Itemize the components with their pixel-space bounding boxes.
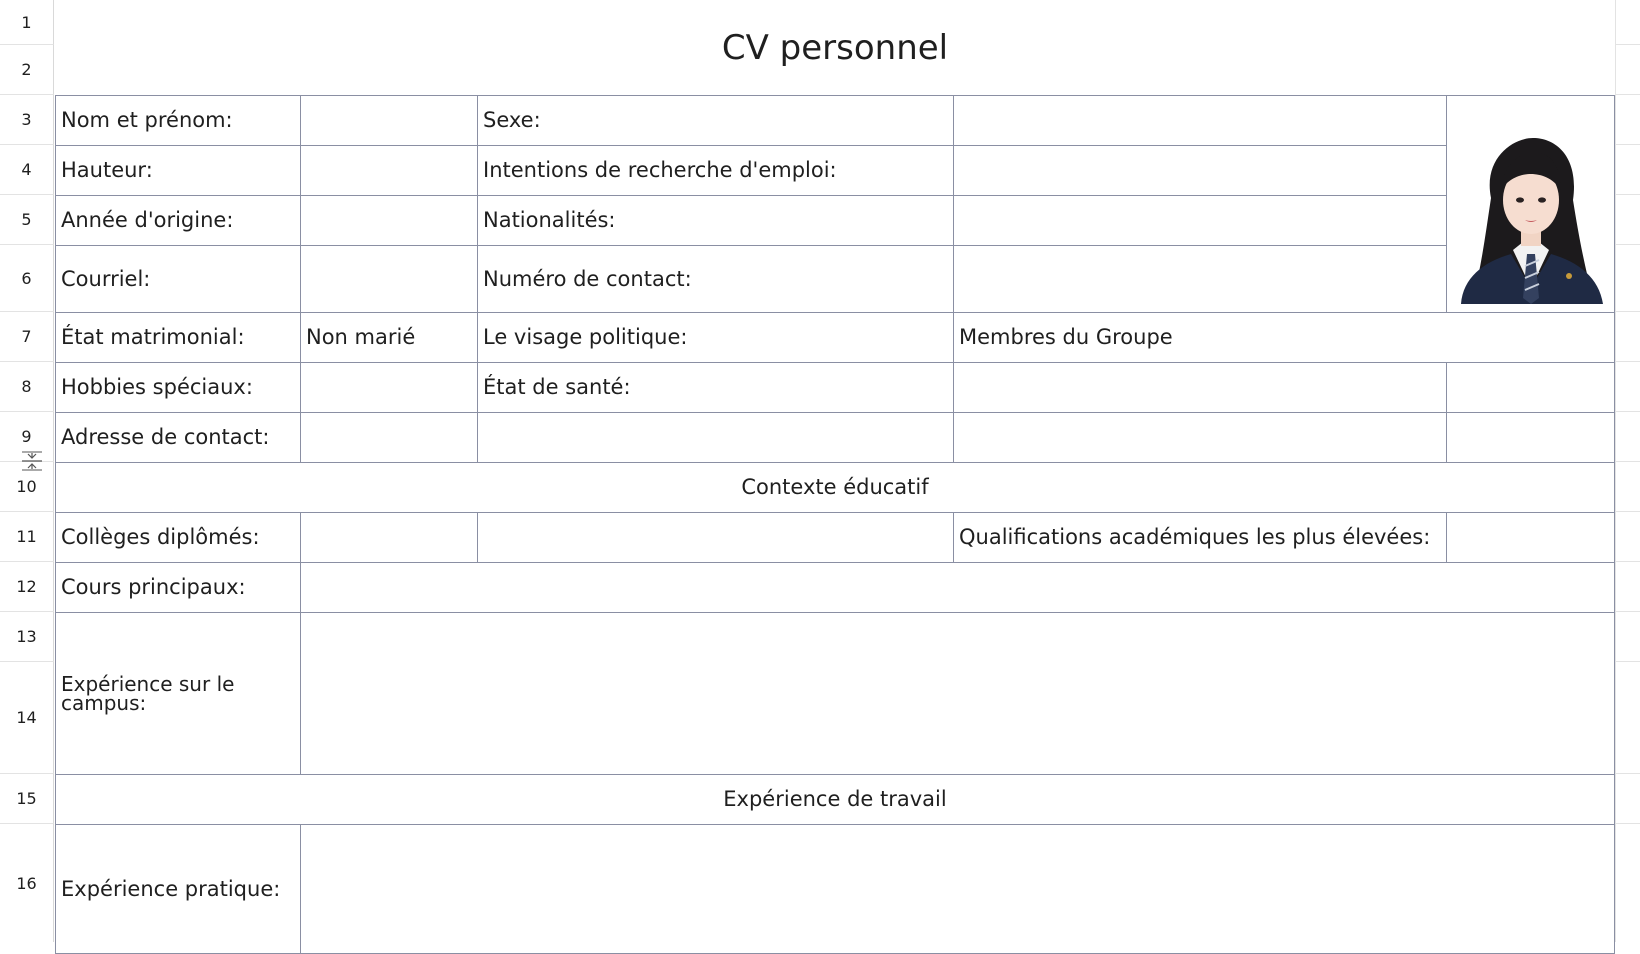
- label-cell[interactable]: Intentions de recherche d'emploi:: [477, 145, 954, 196]
- row-number[interactable]: 9: [0, 412, 54, 462]
- row-number[interactable]: 4: [0, 145, 54, 195]
- section-header[interactable]: Expérience de travail: [55, 774, 1615, 825]
- value-cell[interactable]: [300, 512, 478, 563]
- row-number[interactable]: 15: [0, 774, 54, 824]
- label-cell[interactable]: Nom et prénom:: [55, 95, 301, 146]
- value-cell[interactable]: [953, 245, 1447, 313]
- label-cell[interactable]: Hauteur:: [55, 145, 301, 196]
- value-cell[interactable]: [300, 145, 478, 196]
- value-cell[interactable]: [477, 512, 954, 563]
- row-number[interactable]: 2: [0, 45, 54, 95]
- gridline: [1615, 45, 1640, 95]
- sheet-title[interactable]: CV personnel: [721, 27, 949, 68]
- label-cell[interactable]: Cours principaux:: [55, 562, 301, 613]
- row-number[interactable]: 16: [0, 824, 54, 942]
- row-number[interactable]: 14: [0, 662, 54, 774]
- gridline: [1615, 95, 1640, 145]
- label-cell[interactable]: Courriel:: [55, 245, 301, 313]
- gridline: [1615, 562, 1640, 612]
- value-cell[interactable]: [1446, 512, 1615, 563]
- row-number[interactable]: 10: [0, 462, 54, 512]
- row-number[interactable]: 1: [0, 0, 54, 45]
- gridline: [1615, 462, 1640, 512]
- value-cell[interactable]: [953, 362, 1447, 413]
- value-cell[interactable]: [1446, 362, 1615, 413]
- row-number[interactable]: 5: [0, 195, 54, 245]
- gridline: [1615, 0, 1640, 45]
- value-cell[interactable]: [300, 362, 478, 413]
- section-header[interactable]: Contexte éducatif: [55, 462, 1615, 513]
- row-number[interactable]: 12: [0, 562, 54, 612]
- label-cell[interactable]: Numéro de contact:: [477, 245, 954, 313]
- value-cell[interactable]: [300, 95, 478, 146]
- value-cell[interactable]: [300, 824, 1615, 954]
- gridline: [1615, 662, 1640, 774]
- row-number[interactable]: 3: [0, 95, 54, 145]
- label-cell[interactable]: Année d'origine:: [55, 195, 301, 246]
- gridline: [1615, 612, 1640, 662]
- label-cell[interactable]: Adresse de contact:: [55, 412, 301, 463]
- label-cell[interactable]: Sexe:: [477, 95, 954, 146]
- row-number[interactable]: 13: [0, 612, 54, 662]
- row-number[interactable]: 11: [0, 512, 54, 562]
- value-cell[interactable]: [953, 412, 1447, 463]
- value-cell[interactable]: [953, 145, 1447, 196]
- id-photo: [1453, 138, 1609, 304]
- gridline: [1615, 412, 1640, 462]
- gridline: [1615, 774, 1640, 824]
- row-number[interactable]: 7: [0, 312, 54, 362]
- value-cell[interactable]: [300, 195, 478, 246]
- value-cell[interactable]: [300, 562, 1615, 613]
- label-cell[interactable]: Expérience sur le campus:: [55, 612, 301, 775]
- value-cell[interactable]: Membres du Groupe: [953, 312, 1615, 363]
- gridline: [1615, 512, 1640, 562]
- label-cell[interactable]: Hobbies spéciaux:: [55, 362, 301, 413]
- row-resize-icon[interactable]: [20, 450, 44, 472]
- label-cell[interactable]: Collèges diplômés:: [55, 512, 301, 563]
- row-number[interactable]: 6: [0, 245, 54, 312]
- label-cell[interactable]: Nationalités:: [477, 195, 954, 246]
- label-cell[interactable]: Expérience pratique:: [55, 824, 301, 954]
- value-cell[interactable]: [1446, 412, 1615, 463]
- label-cell[interactable]: État de santé:: [477, 362, 954, 413]
- row-number[interactable]: 8: [0, 362, 54, 412]
- gridline: [1615, 195, 1640, 245]
- label-cell[interactable]: État matrimonial:: [55, 312, 301, 363]
- gridline: [1615, 245, 1640, 312]
- value-cell[interactable]: [953, 195, 1447, 246]
- gridline: [1615, 312, 1640, 362]
- label-cell[interactable]: Qualifications académiques les plus élevées:: [953, 512, 1447, 563]
- value-cell[interactable]: [477, 412, 954, 463]
- value-cell[interactable]: [300, 612, 1615, 775]
- value-cell[interactable]: [953, 95, 1447, 146]
- value-cell[interactable]: [300, 245, 478, 313]
- value-cell[interactable]: Non marié: [300, 312, 478, 363]
- gridline: [1615, 362, 1640, 412]
- gridline: [1615, 145, 1640, 195]
- label-cell[interactable]: Le visage politique:: [477, 312, 954, 363]
- value-cell[interactable]: [300, 412, 478, 463]
